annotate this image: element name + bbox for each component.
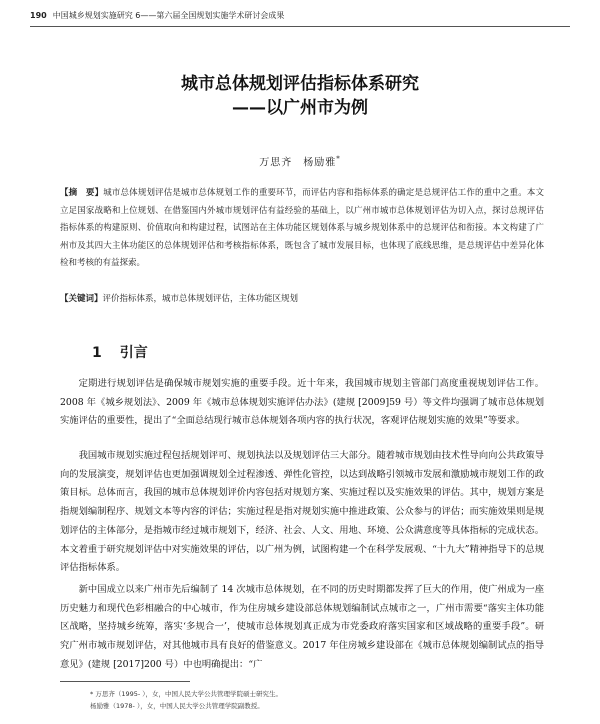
footnotes — [90, 688, 550, 712]
abstract-text: 城市总体规划评估是城市总体规划工作的重要环节，而评估内容和指标体系的确定是总规评估工作的重中之重。本文立足国家战略和上位规划、在借鉴国内外城市规划评估有益经验的基础上，以广州市城市总体规划评估为切入点，探讨总规评估指标体系的构建原则、价值取向和构建过程，试图站在主体功能区规划体系与城乡规划体系中的总规评估和衔接。本文构建了广州市及其四大主体功能区的总体规划评估和考核指标体系，既包含了城市发展目标，也体现了底线思维，是总规评估中差异化体检和考核的有益探索。 — [60, 188, 544, 268]
paragraph-1: 定期进行规划评估是确保城市规划实施的重要手段。近十年来，我国城市规划主管部门高度重视规划评估工作。2008 年《城乡规划法》、2009 年《城市总体规划实施评估办法》(建规 [2009]59 号）等文件均强调了城市总体规划实施评估的重要性，提出了“全面总结现行城市总体规划各项内容的执行状况，客观评估规划实施的效果”等要求。 — [60, 378, 544, 427]
section-heading — [92, 343, 148, 363]
section-title: 引言 — [119, 345, 148, 361]
footnote-2: 杨励雅（1978- ），女，中国人民大学公共管理学院副教授。 — [90, 702, 264, 710]
paragraph-2: 我国城市规划实施过程包括规划评可、规划执法以及规划评估三大部分。随着城市规划由技术性导向向公共政策导向的发展演变，规划评估也更加强调规划全过程渗透、弹性化管控，以达到战略引领城市发展和激励城市规划工作的政策目标。总体而言，我国的城市总体规划评价内容包括对规划方案、实施过程以及实施效果的评估。其中，规划方案是指规划编制程序、规划文本等内容的评估；实施过程是指对规划实施中推进政策、公众参与的评估；而实施效果则是规划评估的主体部分，是指城市经过城市规划下，经济、社会、人文、用地、环境、公众满意度等具体指标的完成状态。本文着重于研究规划评估中对实施效果的评估，以广州为例，试图构建一个在科学发展观、“十九大”精神指导下的总规评估指标体系。 — [60, 450, 544, 574]
header-rule — [30, 26, 570, 27]
footnote-1: * 万思齐（1995- ），女，中国人民大学公共管理学院硕士研究生。 — [90, 690, 283, 698]
footnote-rule — [60, 681, 190, 682]
keywords-block — [60, 291, 544, 309]
author-list: 万思齐 杨励雅* — [259, 155, 341, 169]
abstract-block — [60, 185, 544, 273]
running-header — [30, 10, 570, 22]
paragraph-3: 新中国成立以来广州市先后编制了 14 次城市总体规划，在不同的历史时期都发挥了巨大的作用，使广州成为一座历史魅力和现代色彩相融合的中心城市，作为住房城乡建设部总体规划编制试点城市之一，广州市需要“落实主体功能区战略，坚持城乡统筹，落实‘多规合一’，使城市总体规划真正成为市党委政府落实国家和区域战略的重要手段”。研究广州市城市规划评估，对其他城市具有良好的借鉴意义。2017 年住房城乡建设部在《城市总体规划编制试点的指导意见》(建规 [2017]200 号）中也明确提出：“广 — [60, 584, 544, 670]
keywords-label: 【关键词】 — [60, 294, 103, 304]
running-title: 中国城乡规划实施研究 6——第六届全国规划实施学术研讨会成果 — [52, 11, 285, 20]
abstract-label: 【摘 要】 — [60, 188, 104, 198]
title-line-2: ——以广州市为例 — [232, 98, 368, 118]
authors: 万思齐 杨励雅 — [259, 157, 337, 169]
keywords-text: 评价指标体系，城市总体规划评估，主体功能区规划 — [102, 294, 299, 304]
section-number: 1 — [92, 345, 102, 361]
page-number: 190 — [30, 11, 47, 20]
title-line-1: 城市总体规划评估指标体系研究 — [181, 74, 419, 94]
